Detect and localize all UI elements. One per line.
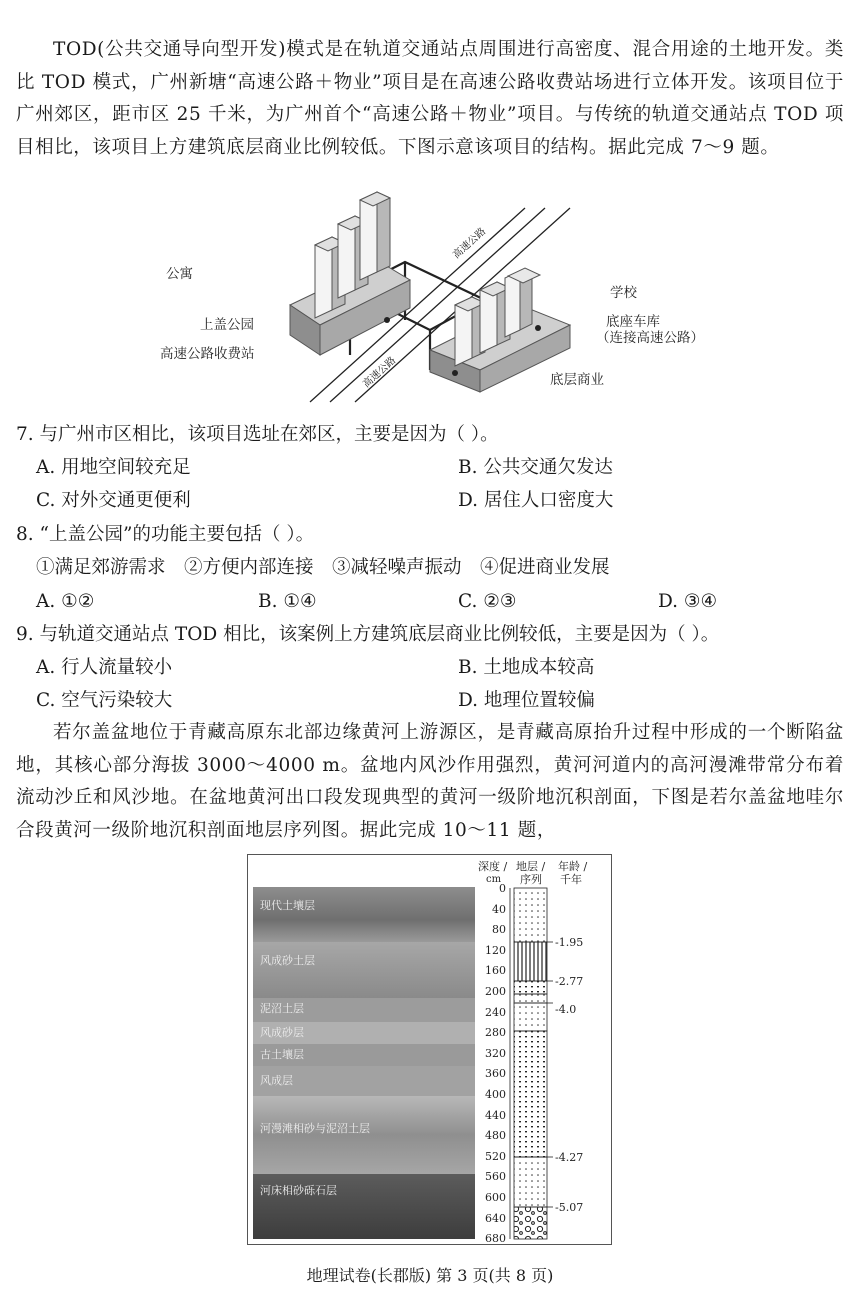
depth-tick-label: 240 xyxy=(485,1005,506,1019)
photo-label-5: 古土壤层 xyxy=(260,1048,304,1061)
question-7-stem: 7. 与广州市区相比，该项目选址在郊区，主要是因为（ ）。 xyxy=(16,424,499,445)
depth-tick-label: 520 xyxy=(485,1149,506,1163)
depth-tick-label: 600 xyxy=(485,1191,506,1204)
label-commerce: 底层商业 xyxy=(550,372,604,388)
depth-tick-label: 640 xyxy=(485,1211,506,1225)
label-garage: 底座车库 xyxy=(606,314,660,330)
depth-tick-label: 480 xyxy=(485,1129,506,1143)
depth-tick-label: 200 xyxy=(485,985,506,998)
age-label-3: -4.0 xyxy=(555,1003,577,1016)
figure-1-svg xyxy=(150,180,730,405)
age-label-1: -1.95 xyxy=(555,936,584,949)
header-layer: 地层 / xyxy=(516,860,546,873)
strata-layers xyxy=(514,888,547,1239)
depth-tick-label: 400 xyxy=(485,1088,506,1101)
depth-tick-label: 80 xyxy=(492,923,506,937)
question-8-items: ①满足郊游需求 ②方便内部连接 ③减轻噪声振动 ④促进商业发展 xyxy=(36,557,610,578)
header-age-unit: 千年 xyxy=(560,873,582,886)
depth-tick-label: 440 xyxy=(485,1108,506,1122)
header-depth: 深度 / xyxy=(478,860,508,873)
photo-label-4: 风成砂层 xyxy=(260,1026,304,1039)
question-9-stem: 9. 与轨道交通站点 TOD 相比，该案例上方建筑底层商业比例较低，主要是因为（ ）。 xyxy=(16,624,720,645)
depth-tick-label: 40 xyxy=(492,902,506,916)
label-park: 上盖公园 xyxy=(200,317,254,333)
question-9-option-c[interactable]: C. 空气污染较大 xyxy=(36,690,173,711)
label-garage-note: （连接高速公路） xyxy=(596,330,704,346)
depth-tick-label: 0 xyxy=(499,882,506,895)
question-8-option-b[interactable]: B. ①④ xyxy=(258,591,317,612)
label-highway-bottom: 高速公路 xyxy=(361,355,399,391)
question-8-option-a[interactable]: A. ①② xyxy=(36,591,95,612)
age-marks xyxy=(547,942,553,1207)
depth-tick-label: 120 xyxy=(485,943,506,957)
header-depth-unit: cm xyxy=(486,874,502,885)
figure-1-tod-structure xyxy=(150,180,730,405)
label-school: 学校 xyxy=(610,285,637,301)
question-8-option-d[interactable]: D. ③④ xyxy=(658,591,718,612)
question-7-option-a[interactable]: A. 用地空间较充足 xyxy=(36,457,191,478)
photo-label-8: 河床相砂砾石层 xyxy=(260,1184,337,1197)
age-label-4: -4.27 xyxy=(555,1151,584,1164)
header-age: 年龄 / xyxy=(558,860,588,873)
passage-1: TOD(公共交通导向型开发)模式是在轨道交通站点周围进行高密度、混合用途的土地开发。类比 TOD 模式，广州新塘“高速公路＋物业”项目是在高速公路收费站场进行立体开发。该项目位于广州郊区，距市区 25 千米，为广州首个“高速公路＋物业”项目。与传统的轨道交通站点 TOD 项目相比，该项目上方建筑底层商业比例较低。下图示意该项目的结构。据此完成 7～9 题。 xyxy=(16,39,844,158)
photo-label-2: 风成砂土层 xyxy=(260,954,315,967)
depth-tick-label: 560 xyxy=(485,1170,506,1184)
question-9-option-d[interactable]: D. 地理位置较偏 xyxy=(458,690,595,711)
passage-2: 若尔盖盆地位于青藏高原东北部边缘黄河上游源区，是青藏高原抬升过程中形成的一个断陷盆地，其核心部分海拔 3000～4000 m。盆地内风沙作用强烈，黄河河道内的高河漫滩带常分布着流动沙丘和风沙地。在盆地黄河出口段发现典型的黄河一级阶地沉积剖面，下图是若尔盖盆地哇尔合段黄河一级阶地沉积剖面地层序列图。据此完成 10～11 题， xyxy=(16,722,844,841)
question-9-option-b[interactable]: B. 土地成本较高 xyxy=(458,657,595,678)
question-7-option-b[interactable]: B. 公共交通欠发达 xyxy=(458,457,613,478)
depth-tick-label: 360 xyxy=(485,1067,506,1081)
page-footer: 地理试卷(长郡版) 第 3 页(共 8 页) xyxy=(306,1266,554,1285)
question-7-option-c[interactable]: C. 对外交通更便利 xyxy=(36,490,191,511)
photo-label-1: 现代土壤层 xyxy=(260,899,315,912)
photo-label-6: 风成层 xyxy=(260,1074,293,1087)
depth-tick-label: 160 xyxy=(485,964,506,978)
depth-tick-label: 680 xyxy=(485,1232,506,1246)
question-7-option-d[interactable]: D. 居住人口密度大 xyxy=(458,490,614,511)
depth-tick-label: 320 xyxy=(485,1046,506,1060)
figure-2-stratigraphy xyxy=(247,854,612,1245)
age-label-5: -5.07 xyxy=(555,1201,584,1214)
question-8-option-c[interactable]: C. ②③ xyxy=(458,591,517,612)
photo-label-7: 河漫滩相砂与泥沼土层 xyxy=(260,1122,370,1135)
strata-column-svg xyxy=(248,855,611,1244)
depth-tick-label: 280 xyxy=(485,1026,506,1040)
age-label-2: -2.77 xyxy=(555,975,584,988)
label-highway-top: 高速公路 xyxy=(451,226,489,262)
photo-label-3: 泥沼土层 xyxy=(260,1002,304,1015)
label-apartment: 公寓 xyxy=(166,266,193,282)
question-9-option-a[interactable]: A. 行人流量较小 xyxy=(36,657,173,678)
question-8-stem: 8. “上盖公园”的功能主要包括（ ）。 xyxy=(16,524,315,545)
header-layer-seq: 序列 xyxy=(520,873,542,886)
label-toll-station: 高速公路收费站 xyxy=(160,346,255,362)
